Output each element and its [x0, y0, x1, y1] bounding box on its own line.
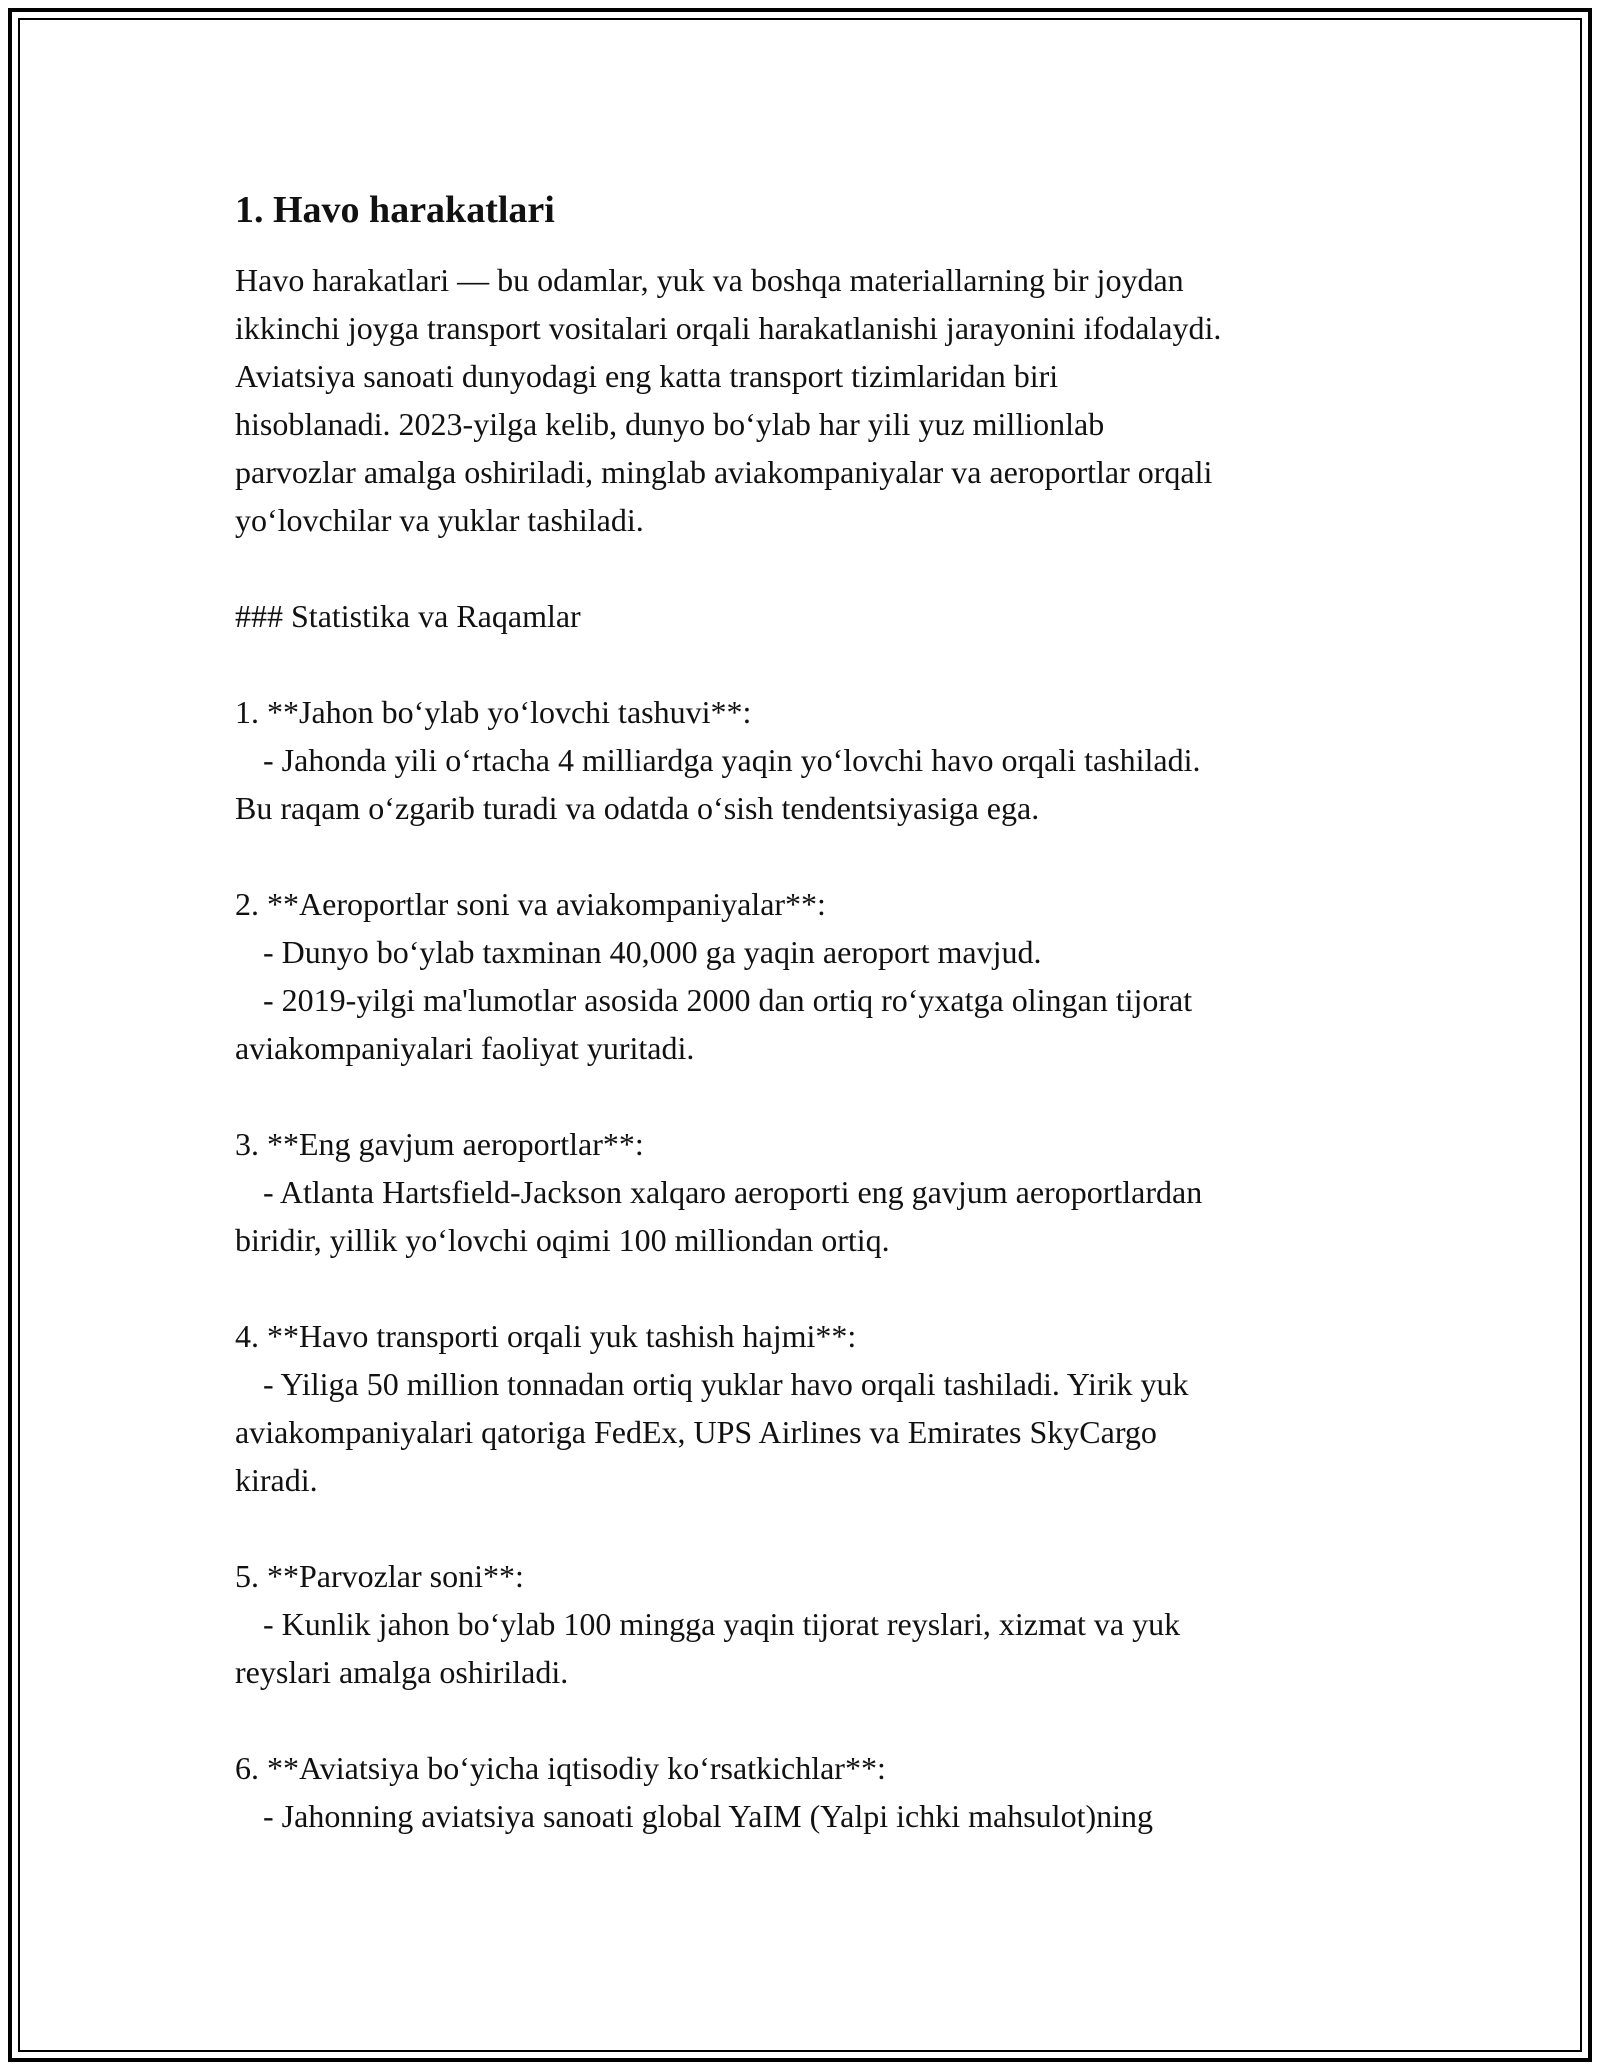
bullet-line: - 2019-yilgi ma'lumotlar asosida 2000 dan ortiq ro‘yxatga olingan tijorat	[263, 982, 1193, 1018]
intro-line: Aviatsiya sanoati dunyodagi eng katta transport tizimlaridan biri	[235, 358, 1059, 394]
list-item	[235, 1552, 1375, 1696]
document-body	[235, 186, 1375, 1888]
list-item	[235, 1312, 1375, 1504]
list-item-bullet	[235, 928, 1375, 976]
bullet-line: - Kunlik jahon bo‘ylab 100 mingga yaqin tijorat reyslari, xizmat va yuk	[263, 1606, 1181, 1642]
list-item-bullet	[235, 1600, 1375, 1696]
list-item-bullet	[235, 736, 1375, 832]
bullet-line: - Jahonning aviatsiya sanoati global YaIM (Yalpi ichki mahsulot)ning	[263, 1798, 1153, 1834]
list-item-bullet	[235, 1792, 1375, 1840]
bullet-line: aviakompaniyalari qatoriga FedEx, UPS Airlines va Emirates SkyCargo	[235, 1414, 1157, 1450]
list-item-heading: 3. **Eng gavjum aeroportlar**:	[235, 1126, 644, 1162]
bullet-line: kiradi.	[235, 1462, 318, 1498]
bullet-line: - Dunyo bo‘ylab taxminan 40,000 ga yaqin aeroport mavjud.	[263, 934, 1042, 970]
bullet-line: - Yiliga 50 million tonnadan ortiq yuklar havo orqali tashiladi. Yirik yuk	[263, 1366, 1189, 1402]
list-item-bullet	[235, 1168, 1375, 1264]
intro-line: parvozlar amalga oshiriladi, minglab aviakompaniyalar va aeroportlar orqali	[235, 454, 1213, 490]
bullet-line: reyslari amalga oshiriladi.	[235, 1654, 569, 1690]
list-item	[235, 1744, 1375, 1840]
list-item-heading: 1. **Jahon bo‘ylab yo‘lovchi tashuvi**:	[235, 694, 752, 730]
bullet-line: aviakompaniyalari faoliyat yuritadi.	[235, 1030, 695, 1066]
section-heading: ### Statistika va Raqamlar	[235, 598, 581, 634]
list-item-heading: 4. **Havo transporti orqali yuk tashish hajmi**:	[235, 1318, 857, 1354]
list-item	[235, 688, 1375, 832]
bullet-line: biridir, yillik yo‘lovchi oqimi 100 milliondan ortiq.	[235, 1222, 890, 1258]
list-item-heading: 6. **Aviatsiya bo‘yicha iqtisodiy ko‘rsatkichlar**:	[235, 1750, 886, 1786]
intro-line: yo‘lovchilar va yuklar tashiladi.	[235, 502, 644, 538]
intro-line: hisoblanadi. 2023-yilga kelib, dunyo bo‘ylab har yili yuz millionlab	[235, 406, 1105, 442]
list-item	[235, 1120, 1375, 1264]
bullet-line: Bu raqam o‘zgarib turadi va odatda o‘sish tendentsiyasiga ega.	[235, 790, 1040, 826]
bullet-line: - Atlanta Hartsfield-Jackson xalqaro aeroporti eng gavjum aeroportlardan	[263, 1174, 1203, 1210]
list-item	[235, 880, 1375, 1072]
list-item-bullet	[235, 1360, 1375, 1504]
list-item-heading: 2. **Aeroportlar soni va aviakompaniyalar**:	[235, 886, 826, 922]
intro-line: ikkinchi joyga transport vositalari orqali harakatlanishi jarayonini ifodalaydi.	[235, 310, 1222, 346]
intro-line: Havo harakatlari — bu odamlar, yuk va boshqa materiallarning bir joydan	[235, 262, 1184, 298]
bullet-line: - Jahonda yili o‘rtacha 4 milliardga yaqin yo‘lovchi havo orqali tashiladi.	[263, 742, 1201, 778]
intro-paragraph	[235, 256, 1375, 544]
list-item-heading: 5. **Parvozlar soni**:	[235, 1558, 524, 1594]
list-item-bullet	[235, 976, 1375, 1072]
document-title: 1. Havo harakatlari	[235, 189, 555, 231]
